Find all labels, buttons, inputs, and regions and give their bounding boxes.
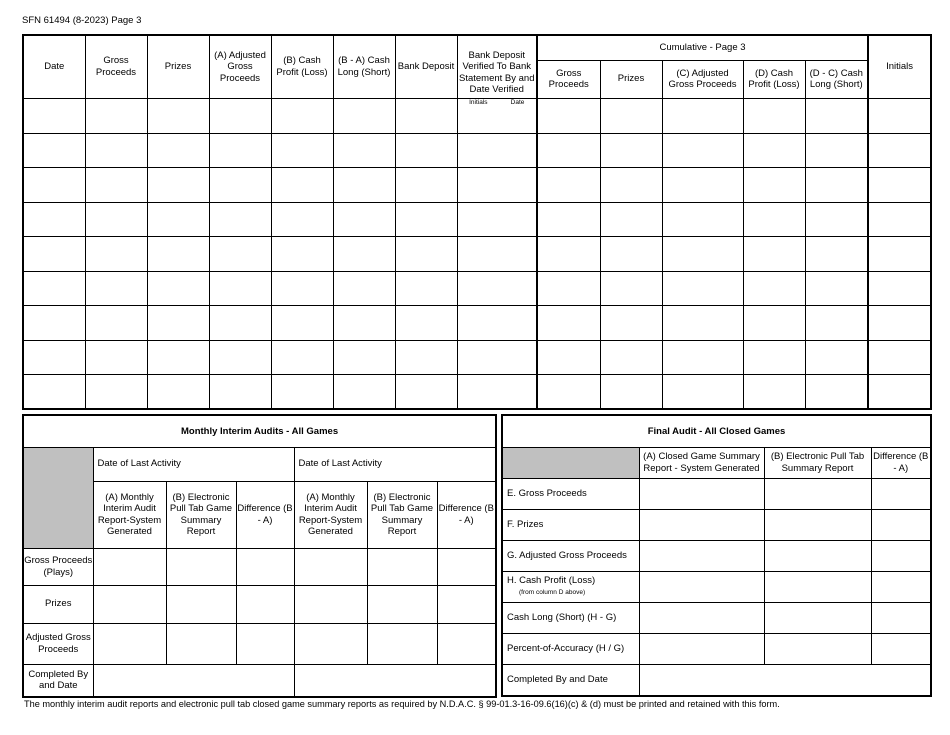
form-header: SFN 61494 (8-2023) Page 3 — [22, 15, 142, 26]
table-cell[interactable] — [868, 271, 931, 306]
table-cell[interactable] — [23, 375, 85, 410]
table-cell[interactable] — [457, 271, 537, 306]
table-row — [23, 375, 931, 410]
table-cell[interactable] — [600, 133, 662, 168]
table-cell[interactable] — [868, 340, 931, 375]
table-cell[interactable] — [805, 133, 868, 168]
header-cum-gross: Gross Proceeds — [537, 60, 600, 98]
table-row — [23, 202, 931, 237]
fa-cashprofit-a[interactable] — [639, 571, 764, 602]
table-cell[interactable] — [395, 168, 457, 203]
bank-verified-initials-label: Initials — [469, 98, 488, 106]
table-cell[interactable] — [805, 340, 868, 375]
table-cell[interactable] — [294, 585, 367, 623]
table-cell[interactable] — [93, 548, 166, 585]
table-cell[interactable] — [147, 306, 209, 341]
header-cum-adjusted: (C) Adjusted Gross Proceeds — [662, 60, 743, 98]
table-cell[interactable] — [662, 340, 743, 375]
table-cell[interactable] — [395, 133, 457, 168]
mia-col-diff-1: Difference (B - A) — [236, 481, 294, 548]
table-cell[interactable] — [333, 237, 395, 272]
table-cell[interactable] — [600, 271, 662, 306]
table-cell[interactable] — [743, 237, 805, 272]
table-cell[interactable] — [294, 623, 367, 664]
table-row — [23, 306, 931, 341]
table-cell[interactable] — [271, 237, 333, 272]
table-cell[interactable] — [868, 202, 931, 237]
table-cell[interactable] — [437, 623, 496, 664]
fa-cash-profit-note: (from column D above) — [519, 588, 586, 596]
table-cell[interactable] — [209, 133, 271, 168]
table-cell[interactable] — [147, 133, 209, 168]
table-cell[interactable] — [600, 98, 662, 133]
table-cell[interactable] — [333, 133, 395, 168]
table-cell[interactable] — [271, 340, 333, 375]
table-cell[interactable] — [333, 98, 395, 133]
fa-row-completed-by: Completed By and Date — [502, 664, 639, 696]
table-cell[interactable] — [457, 98, 537, 133]
header-adjusted-gross: (A) Adjusted Gross Proceeds — [209, 35, 271, 98]
table-cell[interactable] — [805, 237, 868, 272]
table-cell[interactable] — [333, 375, 395, 410]
table-cell[interactable] — [93, 623, 166, 664]
table-row — [23, 340, 931, 375]
table-cell[interactable] — [209, 168, 271, 203]
table-cell[interactable] — [395, 237, 457, 272]
table-cell[interactable] — [23, 168, 85, 203]
table-cell[interactable] — [395, 306, 457, 341]
mia-row-label: Prizes — [23, 585, 93, 623]
table-cell[interactable] — [209, 237, 271, 272]
mia-completed-input-1[interactable] — [93, 664, 294, 697]
mia-completed-by: Completed By and Date — [23, 664, 93, 697]
table-cell[interactable] — [662, 202, 743, 237]
table-cell[interactable] — [395, 202, 457, 237]
table-cell[interactable] — [662, 98, 743, 133]
table-row — [23, 548, 496, 585]
table-cell[interactable] — [367, 548, 437, 585]
daily-proceeds-table — [22, 34, 932, 410]
table-cell[interactable] — [367, 585, 437, 623]
table-cell[interactable] — [147, 98, 209, 133]
fa-completed-input[interactable] — [639, 664, 931, 696]
header-bank-deposit: Bank Deposit — [395, 35, 457, 98]
bank-verified-subheader — [458, 99, 537, 107]
table-row — [23, 98, 931, 133]
fa-gross-a[interactable] — [639, 478, 764, 509]
table-cell[interactable] — [271, 271, 333, 306]
fa-cashlong-diff[interactable] — [871, 602, 931, 633]
table-row — [23, 237, 931, 272]
fa-cashlong-a[interactable] — [639, 602, 764, 633]
table-cell[interactable] — [367, 623, 437, 664]
table-cell[interactable] — [743, 271, 805, 306]
table-cell[interactable] — [85, 133, 147, 168]
table-cell[interactable] — [868, 306, 931, 341]
table-cell[interactable] — [333, 340, 395, 375]
fa-adjusted-a[interactable] — [639, 540, 764, 571]
table-cell[interactable] — [23, 340, 85, 375]
table-cell[interactable] — [662, 237, 743, 272]
table-cell[interactable] — [85, 271, 147, 306]
mia-completed-input-2[interactable] — [294, 664, 496, 697]
table-cell[interactable] — [333, 271, 395, 306]
table-cell[interactable] — [85, 306, 147, 341]
table-cell[interactable] — [868, 237, 931, 272]
table-cell[interactable] — [147, 340, 209, 375]
table-cell[interactable] — [93, 585, 166, 623]
table-cell[interactable] — [209, 271, 271, 306]
table-cell[interactable] — [271, 375, 333, 410]
table-cell[interactable] — [805, 98, 868, 133]
table-cell[interactable] — [437, 585, 496, 623]
fa-adjusted-diff[interactable] — [871, 540, 931, 571]
table-cell[interactable] — [395, 340, 457, 375]
fa-row-cash-profit — [502, 571, 639, 602]
table-cell[interactable] — [209, 98, 271, 133]
header-cum-cash-profit: (D) Cash Profit (Loss) — [743, 60, 805, 98]
table-cell[interactable] — [437, 548, 496, 585]
table-cell[interactable] — [600, 340, 662, 375]
final-audit-table — [501, 414, 932, 697]
table-cell[interactable] — [868, 168, 931, 203]
table-cell[interactable] — [271, 306, 333, 341]
mia-col-b-2: (B) Electronic Pull Tab Game Summary Report — [367, 481, 437, 548]
bank-verified-date-label: Date — [510, 98, 525, 106]
table-cell[interactable] — [600, 237, 662, 272]
table-cell[interactable] — [166, 548, 236, 585]
table-cell[interactable] — [600, 202, 662, 237]
fa-row-gross-proceeds: E. Gross Proceeds — [502, 478, 639, 509]
table-cell[interactable] — [537, 306, 600, 341]
table-cell[interactable] — [85, 202, 147, 237]
table-cell[interactable] — [743, 340, 805, 375]
table-row — [23, 271, 931, 306]
table-row — [23, 133, 931, 168]
table-cell[interactable] — [805, 202, 868, 237]
table-cell[interactable] — [662, 271, 743, 306]
mia-row-label: Adjusted Gross Proceeds — [23, 623, 93, 664]
table-cell[interactable] — [805, 168, 868, 203]
fa-col-b: (B) Electronic Pull Tab Summary Report — [764, 447, 871, 478]
fa-cashlong-b[interactable] — [764, 602, 871, 633]
table-cell[interactable] — [537, 340, 600, 375]
mia-col-diff-2: Difference (B - A) — [437, 481, 496, 548]
table-cell[interactable] — [23, 271, 85, 306]
fa-row-cash-long: Cash Long (Short) (H - G) — [502, 602, 639, 633]
monthly-interim-title: Monthly Interim Audits - All Games — [23, 415, 496, 447]
header-date: Date — [23, 35, 85, 98]
table-cell[interactable] — [662, 168, 743, 203]
table-cell[interactable] — [743, 98, 805, 133]
fa-pct-b[interactable] — [764, 633, 871, 664]
fa-gray-corner — [502, 447, 639, 478]
header-cash-profit: (B) Cash Profit (Loss) — [271, 35, 333, 98]
table-cell[interactable] — [805, 271, 868, 306]
header-cum-cash-long: (D - C) Cash Long (Short) — [805, 60, 868, 98]
table-cell[interactable] — [805, 306, 868, 341]
fa-prizes-diff[interactable] — [871, 509, 931, 540]
fa-col-diff: Difference (B - A) — [871, 447, 931, 478]
table-cell[interactable] — [236, 623, 294, 664]
fa-gross-diff[interactable] — [871, 478, 931, 509]
fa-row-adjusted-gross: G. Adjusted Gross Proceeds — [502, 540, 639, 571]
table-cell[interactable] — [600, 168, 662, 203]
table-cell[interactable] — [147, 202, 209, 237]
table-cell[interactable] — [209, 375, 271, 410]
table-cell[interactable] — [457, 340, 537, 375]
table-cell[interactable] — [537, 98, 600, 133]
table-cell[interactable] — [457, 133, 537, 168]
table-cell[interactable] — [537, 133, 600, 168]
table-cell[interactable] — [147, 375, 209, 410]
final-audit-title: Final Audit - All Closed Games — [502, 415, 931, 447]
table-cell[interactable] — [147, 168, 209, 203]
bank-verified-label: Bank Deposit Verified To Bank Statement By and Date Verified — [458, 49, 535, 95]
table-cell[interactable] — [600, 306, 662, 341]
table-cell[interactable] — [868, 375, 931, 410]
header-cumulative: Cumulative - Page 3 — [537, 35, 868, 60]
table-row — [23, 585, 496, 623]
table-cell[interactable] — [457, 202, 537, 237]
fa-pct-a[interactable] — [639, 633, 764, 664]
table-cell[interactable] — [743, 306, 805, 341]
table-cell[interactable] — [294, 548, 367, 585]
table-cell[interactable] — [537, 237, 600, 272]
table-cell[interactable] — [23, 306, 85, 341]
table-cell[interactable] — [85, 375, 147, 410]
table-cell[interactable] — [395, 98, 457, 133]
table-cell[interactable] — [23, 202, 85, 237]
fa-row-percent-accuracy: Percent-of-Accuracy (H / G) — [502, 633, 639, 664]
date-last-activity-2: Date of Last Activity — [294, 447, 496, 481]
table-cell[interactable] — [743, 133, 805, 168]
header-initials: Initials — [868, 35, 931, 98]
fa-cash-profit-label: H. Cash Profit (Loss) — [507, 575, 596, 586]
table-cell[interactable] — [537, 271, 600, 306]
table-cell[interactable] — [271, 202, 333, 237]
table-cell[interactable] — [333, 306, 395, 341]
table-cell[interactable] — [23, 133, 85, 168]
table-cell[interactable] — [333, 202, 395, 237]
table-cell[interactable] — [85, 98, 147, 133]
table-cell[interactable] — [457, 237, 537, 272]
header-cash-long: (B - A) Cash Long (Short) — [333, 35, 395, 98]
table-cell[interactable] — [23, 237, 85, 272]
table-cell[interactable] — [147, 237, 209, 272]
date-last-activity-1: Date of Last Activity — [93, 447, 294, 481]
table-cell[interactable] — [271, 168, 333, 203]
fa-cashprofit-diff[interactable] — [871, 571, 931, 602]
fa-prizes-b[interactable] — [764, 509, 871, 540]
table-cell[interactable] — [236, 585, 294, 623]
table-cell[interactable] — [743, 375, 805, 410]
table-cell[interactable] — [805, 375, 868, 410]
fa-col-a: (A) Closed Game Summary Report - System Generated — [639, 447, 764, 478]
table-cell[interactable] — [166, 585, 236, 623]
table-cell[interactable] — [395, 271, 457, 306]
table-cell[interactable] — [537, 168, 600, 203]
table-row — [23, 623, 496, 664]
table-cell[interactable] — [457, 306, 537, 341]
fa-row-prizes: F. Prizes — [502, 509, 639, 540]
fa-adjusted-b[interactable] — [764, 540, 871, 571]
monthly-interim-audits-table — [22, 414, 497, 698]
header-cum-prizes: Prizes — [600, 60, 662, 98]
table-cell[interactable] — [457, 168, 537, 203]
mia-col-a-2: (A) Monthly Interim Audit Report-System Generated — [294, 481, 367, 548]
fa-gross-b[interactable] — [764, 478, 871, 509]
table-cell[interactable] — [85, 340, 147, 375]
table-cell[interactable] — [537, 375, 600, 410]
table-cell[interactable] — [662, 133, 743, 168]
table-row — [23, 168, 931, 203]
fa-prizes-a[interactable] — [639, 509, 764, 540]
table-cell[interactable] — [236, 548, 294, 585]
footer-note: The monthly interim audit reports and electronic pull tab closed game summary reports as required by N.D.A.C. § 99-01.3-16-09.6(16)(c) & (d) must be printed and retained with this form. — [24, 699, 780, 709]
table-cell[interactable] — [85, 168, 147, 203]
table-cell[interactable] — [662, 306, 743, 341]
table-cell[interactable] — [537, 202, 600, 237]
table-cell[interactable] — [166, 623, 236, 664]
table-cell[interactable] — [147, 271, 209, 306]
table-cell[interactable] — [457, 375, 537, 410]
table-cell[interactable] — [209, 340, 271, 375]
gray-corner — [23, 447, 93, 548]
table-cell[interactable] — [209, 306, 271, 341]
mia-col-b-1: (B) Electronic Pull Tab Game Summary Report — [166, 481, 236, 548]
table-cell[interactable] — [743, 202, 805, 237]
table-cell[interactable] — [600, 375, 662, 410]
table-cell[interactable] — [868, 98, 931, 133]
table-cell[interactable] — [333, 168, 395, 203]
fa-cashprofit-b[interactable] — [764, 571, 871, 602]
mia-row-label: Gross Proceeds (Plays) — [23, 548, 93, 585]
table-cell[interactable] — [868, 133, 931, 168]
table-cell[interactable] — [85, 237, 147, 272]
table-cell[interactable] — [209, 202, 271, 237]
table-cell[interactable] — [271, 98, 333, 133]
table-cell[interactable] — [395, 375, 457, 410]
fa-pct-diff[interactable] — [871, 633, 931, 664]
mia-col-a-1: (A) Monthly Interim Audit Report-System Generated — [93, 481, 166, 548]
table-cell[interactable] — [743, 168, 805, 203]
header-prizes: Prizes — [147, 35, 209, 98]
header-gross-proceeds: Gross Proceeds — [85, 35, 147, 98]
table-cell[interactable] — [271, 133, 333, 168]
header-bank-verified — [457, 35, 537, 98]
table-cell[interactable] — [23, 98, 85, 133]
table-cell[interactable] — [662, 375, 743, 410]
